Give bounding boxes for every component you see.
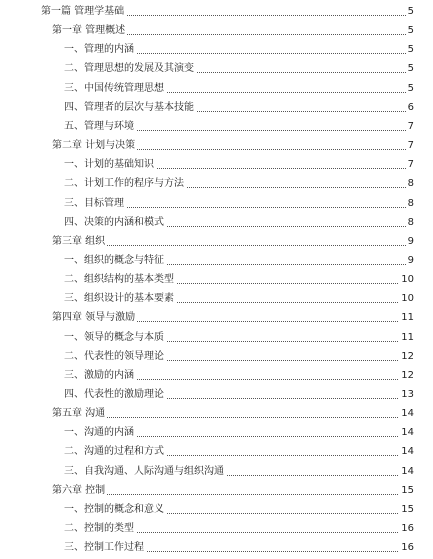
toc-entry[interactable]: [0, 157, 433, 173]
toc-entry-label: 第三章 组织: [52, 234, 107, 250]
toc-entry-page: 7: [406, 138, 414, 154]
toc-entry[interactable]: [0, 349, 433, 365]
toc-entry-label: 一、控制的概念和意义: [64, 502, 166, 518]
toc-entry[interactable]: [0, 100, 433, 116]
toc-entry-page: 9: [406, 253, 414, 269]
toc-entry-label: 第一篇 管理学基础: [41, 4, 126, 20]
toc-entry[interactable]: [0, 387, 433, 403]
toc-entry-label: 二、组织结构的基本类型: [64, 272, 176, 288]
toc-entry-label: 三、中国传统管理思想: [64, 81, 166, 97]
toc-entry[interactable]: [0, 176, 433, 192]
toc-entry[interactable]: [0, 406, 433, 422]
toc-entry-page: 16: [399, 540, 414, 556]
toc-entry[interactable]: [0, 272, 433, 288]
toc-entry-page: 5: [406, 81, 414, 97]
toc-entry-page: 15: [399, 502, 414, 518]
toc-entry[interactable]: [0, 138, 433, 154]
toc-entry[interactable]: [0, 61, 433, 77]
toc-entry-page: 5: [406, 42, 414, 58]
toc-entry[interactable]: [0, 253, 433, 269]
toc-entry-label: 第一章 管理概述: [52, 23, 127, 39]
toc-entry-page: 14: [399, 406, 414, 422]
toc-entry[interactable]: [0, 42, 433, 58]
toc-entry-page: 9: [406, 234, 414, 250]
toc-entry[interactable]: [0, 119, 433, 135]
toc-entry[interactable]: [0, 368, 433, 384]
toc-entry-label: 第六章 控制: [52, 483, 107, 499]
toc-entry-page: 14: [399, 464, 414, 480]
toc-entry-page: 11: [399, 310, 414, 326]
toc-entry[interactable]: [0, 310, 433, 326]
toc-entry-page: 12: [399, 368, 414, 384]
toc-entry[interactable]: [0, 425, 433, 441]
toc-entry[interactable]: [0, 502, 433, 518]
toc-entry-page: 8: [406, 196, 414, 212]
toc-entry-page: 6: [406, 100, 414, 116]
toc-entry[interactable]: [0, 444, 433, 460]
toc-entry-label: 三、目标管理: [64, 196, 126, 212]
toc-entry-page: 7: [406, 157, 414, 173]
toc-entry[interactable]: [0, 540, 433, 556]
toc-entry-page: 5: [406, 23, 414, 39]
toc-entry-page: 14: [399, 425, 414, 441]
toc-entry-label: 一、管理的内涵: [64, 42, 136, 58]
toc-entry-page: 16: [399, 521, 414, 537]
toc-entry[interactable]: [0, 81, 433, 97]
toc-entry-label: 一、组织的概念与特征: [64, 253, 166, 269]
toc-entry-label: 三、自我沟通、人际沟通与组织沟通: [64, 464, 226, 480]
toc-entry[interactable]: [0, 521, 433, 537]
toc-entry-label: 第五章 沟通: [52, 406, 107, 422]
toc-entry-label: 第二章 计划与决策: [52, 138, 137, 154]
toc-entry-label: 一、领导的概念与本质: [64, 330, 166, 346]
toc-entry-page: 15: [399, 483, 414, 499]
toc-entry-label: 二、控制的类型: [64, 521, 136, 537]
toc-entry-page: 10: [399, 291, 414, 307]
toc-entry-label: 五、管理与环境: [64, 119, 136, 135]
toc-entry-page: 14: [399, 444, 414, 460]
toc-entry-label: 三、激励的内涵: [64, 368, 136, 384]
toc-entry-page: 10: [399, 272, 414, 288]
toc-entry-label: 第四章 领导与激励: [52, 310, 137, 326]
toc-entry[interactable]: [0, 196, 433, 212]
toc-entry[interactable]: [0, 464, 433, 480]
toc-entry-label: 三、控制工作过程: [64, 540, 146, 556]
toc-entry-label: 一、计划的基础知识: [64, 157, 156, 173]
toc-entry[interactable]: [0, 291, 433, 307]
toc-entry-label: 四、代表性的激励理论: [64, 387, 166, 403]
toc-entry[interactable]: [0, 234, 433, 250]
toc-entry-page: 7: [406, 119, 414, 135]
toc-entry[interactable]: [0, 4, 433, 20]
toc-entry-label: 三、组织设计的基本要素: [64, 291, 176, 307]
toc-entry-label: 二、管理思想的发展及其演变: [64, 61, 196, 77]
toc-entry[interactable]: [0, 483, 433, 499]
toc-entry-label: 四、管理者的层次与基本技能: [64, 100, 196, 116]
toc-entry-label: 四、决策的内涵和模式: [64, 215, 166, 231]
toc-entry-label: 一、沟通的内涵: [64, 425, 136, 441]
toc-entry-page: 11: [399, 330, 414, 346]
toc-entry-page: 13: [399, 387, 414, 403]
toc-entry-page: 8: [406, 176, 414, 192]
toc-entry[interactable]: [0, 23, 433, 39]
toc-entry-page: 8: [406, 215, 414, 231]
toc-entry[interactable]: [0, 215, 433, 231]
toc-entry-label: 二、代表性的领导理论: [64, 349, 166, 365]
toc-entry-page: 12: [399, 349, 414, 365]
toc-entry-label: 二、计划工作的程序与方法: [64, 176, 186, 192]
toc-entry-page: 5: [406, 61, 414, 77]
toc-entry[interactable]: [0, 330, 433, 346]
toc-entry-label: 二、沟通的过程和方式: [64, 444, 166, 460]
toc-entry-page: 5: [406, 4, 414, 20]
